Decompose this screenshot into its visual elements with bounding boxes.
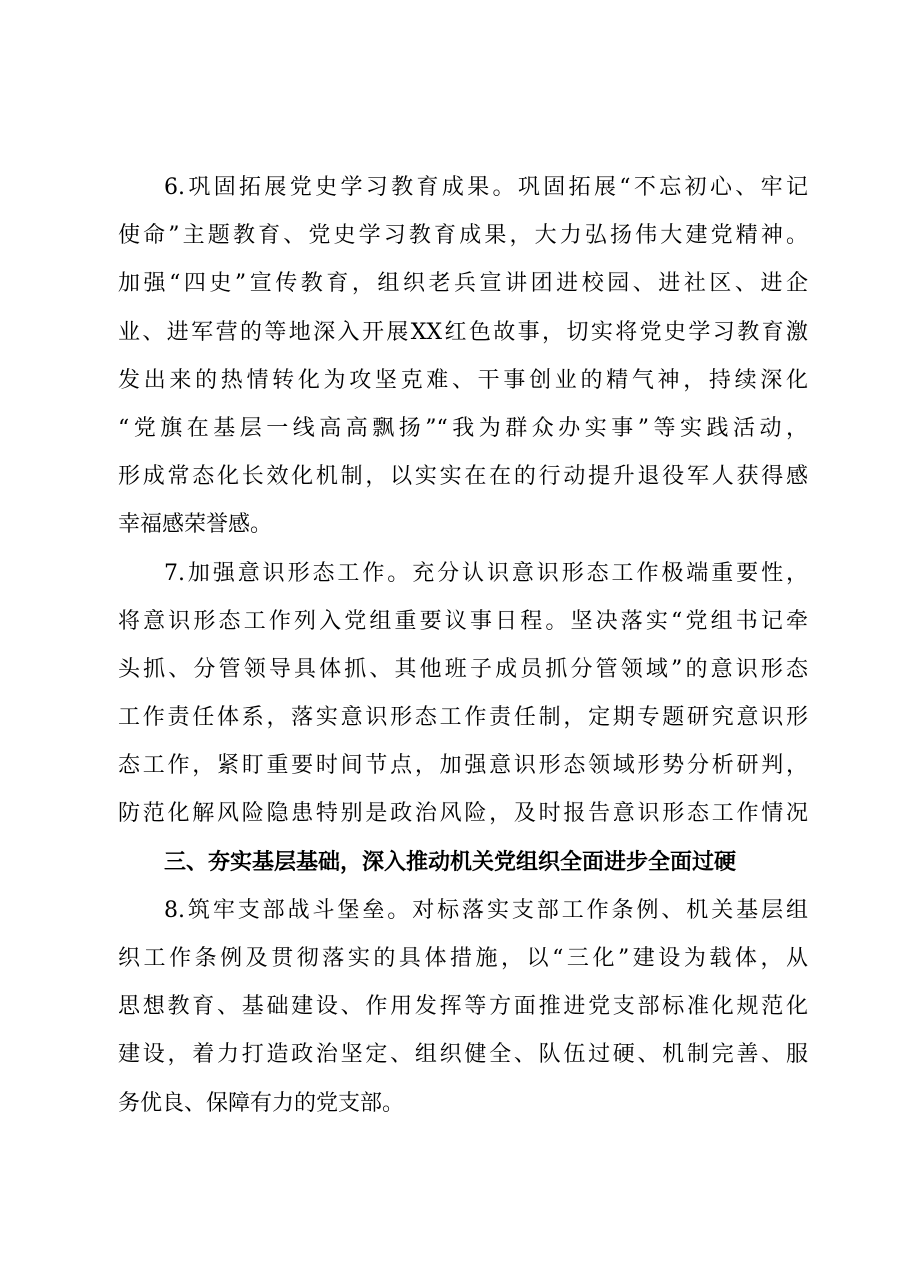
paragraph-6-line: 业、进军营的等地深入开展XX红色故事，切实将党史学习教育激 [118, 319, 808, 345]
paragraph-6-line: 幸福感荣誉感。 [118, 512, 273, 538]
paragraph-8-line: 建设，着力打造政治坚定、组织健全、队伍过硬、机制完善、服 [118, 1042, 808, 1068]
paragraph-8-line: 织工作条例及贯彻落实的具体措施，以“三化”建设为载体，从 [118, 946, 808, 971]
paragraph-8-line: 务优良、保障有力的党支部。 [118, 1090, 405, 1116]
paragraph-7-line: 7.加强意识形态工作。充分认识意识形态工作极端重要性， [164, 560, 808, 586]
paragraph-6-line: 发出来的热情转化为攻坚克难、干事创业的精气神，持续深化 [118, 367, 808, 393]
paragraph-8-line: 思想教育、基础建设、作用发挥等方面推进党支部标准化规范化 [118, 994, 808, 1020]
paragraph-7-line: 防范化解风险隐患特别是政治风险，及时报告意识形态工作情况 [118, 801, 808, 827]
paragraph-6-line: “党旗在基层一线高高飘扬”“我为群众办实事”等实践活动， [118, 415, 808, 441]
paragraph-7-line: 头抓、分管领导具体抓、其他班子成员抓分管领域”的意识形态 [118, 656, 808, 682]
paragraph-6-line: 使命”主题教育、党史学习教育成果，大力弘扬伟大建党精神。 [118, 223, 808, 249]
paragraph-7-line: 态工作，紧盯重要时间节点，加强意识形态领域形势分析研判， [118, 753, 808, 779]
paragraph-6-line: 形成常态化长效化机制，以实实在在的行动提升退役军人获得感 [118, 464, 808, 490]
paragraph-6-line: 6.巩固拓展党史学习教育成果。巩固拓展“不忘初心、牢记 [164, 175, 808, 200]
paragraph-7-line: 工作责任体系，落实意识形态工作责任制，定期专题研究意识形 [118, 705, 808, 731]
section-heading: 三、夯实基层基础，深入推动机关党组织全面进步全面过硬 [164, 849, 737, 875]
document-body [118, 164, 808, 1128]
paragraph-8-line: 8.筑牢支部战斗堡垒。对标落实支部工作条例、机关基层组 [164, 897, 808, 923]
paragraph-7-line: 将意识形态工作列入党组重要议事日程。坚决落实“党组书记牵 [118, 608, 808, 634]
paragraph-6-line: 加强“四史”宣传教育，组织老兵宣讲团进校园、进社区、进企 [118, 271, 808, 297]
